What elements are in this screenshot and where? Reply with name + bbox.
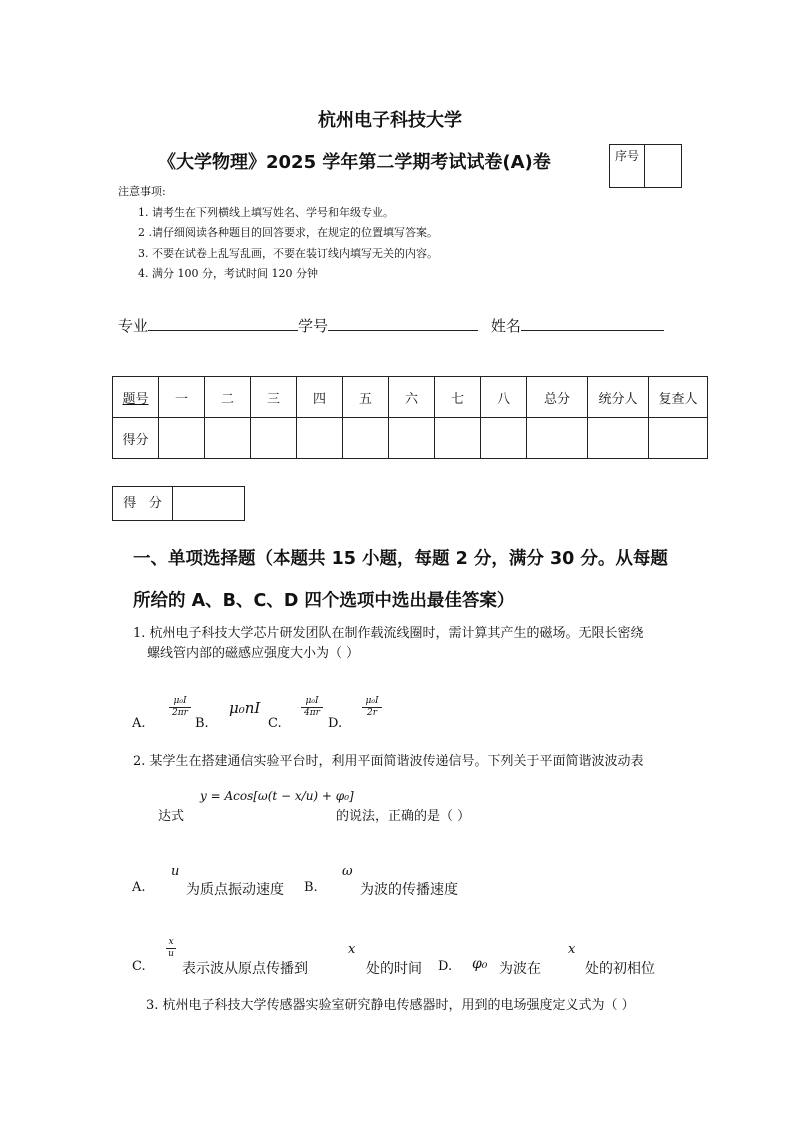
serial-number-box bbox=[609, 144, 682, 188]
score-header-cell: 复查人 bbox=[649, 377, 708, 418]
formula-denominator: u bbox=[166, 948, 176, 960]
score-header-cell: 四 bbox=[297, 377, 343, 418]
exam-title: 《大学物理》2025 学年第二学期考试试卷(A)卷 bbox=[158, 152, 551, 173]
option-d-formula bbox=[362, 696, 382, 719]
option-a-label: A. bbox=[132, 880, 146, 895]
option-b-text: 为波的传播速度 bbox=[360, 882, 458, 898]
note-item: 3. 不要在试卷上乱写乱画，不要在装订线内填写无关的内容。 bbox=[138, 247, 438, 260]
score-header-cell: 二 bbox=[205, 377, 251, 418]
option-c-fraction bbox=[166, 937, 176, 960]
score-cell[interactable] bbox=[159, 418, 205, 459]
wave-equation: y = Acos[ω(t − x/u) + φ₀] bbox=[200, 789, 354, 803]
formula-denominator: 2πr bbox=[169, 707, 191, 719]
option-c-label: C. bbox=[268, 716, 282, 731]
score-cell[interactable] bbox=[297, 418, 343, 459]
student-id-field[interactable] bbox=[328, 316, 478, 331]
major-field[interactable] bbox=[148, 316, 298, 331]
score-header-cell: 三 bbox=[251, 377, 297, 418]
score-header-cell: 八 bbox=[481, 377, 527, 418]
option-a-formula bbox=[169, 696, 191, 719]
note-item: 1. 请考生在下列横线上填写姓名、学号和年级专业。 bbox=[138, 206, 394, 219]
section-score-input[interactable] bbox=[173, 487, 244, 520]
score-cell[interactable] bbox=[481, 418, 527, 459]
formula-denominator: 4πr bbox=[301, 707, 323, 719]
score-cell[interactable] bbox=[389, 418, 435, 459]
score-cell[interactable] bbox=[251, 418, 297, 459]
student-id-label: 学号 bbox=[298, 317, 329, 335]
option-b-label: B. bbox=[195, 716, 209, 731]
question-1-text-cont: 螺线管内部的磁感应强度大小为（ ） bbox=[147, 646, 360, 661]
score-cell[interactable] bbox=[588, 418, 649, 459]
notes-heading: 注意事项: bbox=[118, 185, 166, 198]
score-header-cell: 七 bbox=[435, 377, 481, 418]
score-table bbox=[112, 376, 708, 459]
option-d-text-2: 处的初相位 bbox=[585, 961, 655, 977]
score-header-cell: 五 bbox=[343, 377, 389, 418]
option-b-label: B. bbox=[304, 880, 318, 895]
option-c-formula bbox=[301, 696, 323, 719]
option-b-formula: μ₀nI bbox=[229, 699, 261, 717]
option-d-label: D. bbox=[328, 716, 343, 731]
score-table-header-row bbox=[113, 377, 708, 418]
formula-numerator: μ₀I bbox=[173, 696, 187, 706]
score-row-label: 得分 bbox=[113, 418, 159, 459]
section-score-label: 得 分 bbox=[113, 487, 173, 520]
serial-label: 序号 bbox=[610, 145, 645, 188]
section-heading-line1: 一、单项选择题（本题共 15 小题，每题 2 分，满分 30 分。从每题 bbox=[133, 549, 668, 569]
score-cell[interactable] bbox=[205, 418, 251, 459]
name-field[interactable] bbox=[521, 316, 664, 331]
option-b-symbol: ω bbox=[342, 864, 353, 879]
formula-numerator: μ₀I bbox=[305, 696, 319, 706]
score-header-cell: 题号 bbox=[113, 377, 159, 418]
note-item: 2 .请仔细阅读各种题目的回答要求，在规定的位置填写答案。 bbox=[138, 226, 438, 239]
option-d-symbol-2: x bbox=[568, 942, 576, 957]
question-2-prefix: 达式 bbox=[158, 809, 185, 824]
score-table-score-row bbox=[113, 418, 708, 459]
score-cell[interactable] bbox=[527, 418, 588, 459]
name-label: 姓名 bbox=[490, 317, 521, 335]
option-d-label: D. bbox=[438, 959, 453, 974]
university-title: 杭州电子科技大学 bbox=[318, 110, 462, 131]
question-3-text: 3. 杭州电子科技大学传感器实验室研究静电传感器时，用到的电场强度定义式为（ ） bbox=[146, 998, 635, 1013]
question-2-text: 2. 某学生在搭建通信实验平台时，利用平面简谐波传递信号。下列关于平面简谐波波动表 bbox=[133, 754, 644, 769]
section-heading-line2: 所给的 A、B、C、D 四个选项中选出最佳答案） bbox=[133, 591, 515, 611]
option-a-label: A. bbox=[132, 716, 146, 731]
option-d-symbol: φ₀ bbox=[472, 956, 488, 972]
formula-numerator: μ₀I bbox=[365, 696, 379, 706]
score-cell[interactable] bbox=[649, 418, 708, 459]
option-c-text-2: 处的时间 bbox=[366, 961, 422, 977]
formula-denominator: 2r bbox=[362, 707, 382, 719]
score-header-cell: 总分 bbox=[527, 377, 588, 418]
score-header-cell: 一 bbox=[159, 377, 205, 418]
serial-input[interactable] bbox=[645, 145, 681, 187]
formula-numerator: x bbox=[168, 937, 174, 947]
option-a-text: 为质点振动速度 bbox=[186, 882, 284, 898]
option-c-text: 表示波从原点传播到 bbox=[182, 961, 308, 977]
option-a-symbol: u bbox=[171, 864, 180, 879]
student-info-row bbox=[118, 315, 664, 336]
major-label: 专业 bbox=[118, 317, 149, 335]
score-cell[interactable] bbox=[343, 418, 389, 459]
question-1-text: 1. 杭州电子科技大学芯片研发团队在制作载流线圈时，需计算其产生的磁场。无限长密绕 bbox=[133, 626, 644, 641]
option-d-text: 为波在 bbox=[499, 961, 541, 977]
option-c-label: C. bbox=[132, 959, 146, 974]
score-header-cell: 六 bbox=[389, 377, 435, 418]
option-c-symbol: x bbox=[348, 942, 356, 957]
section-score-box bbox=[112, 486, 245, 521]
score-header-cell: 统分人 bbox=[588, 377, 649, 418]
question-2-suffix: 的说法，正确的是（ ） bbox=[336, 809, 471, 824]
note-item: 4. 满分 100 分，考试时间 120 分钟 bbox=[138, 267, 318, 280]
score-cell[interactable] bbox=[435, 418, 481, 459]
